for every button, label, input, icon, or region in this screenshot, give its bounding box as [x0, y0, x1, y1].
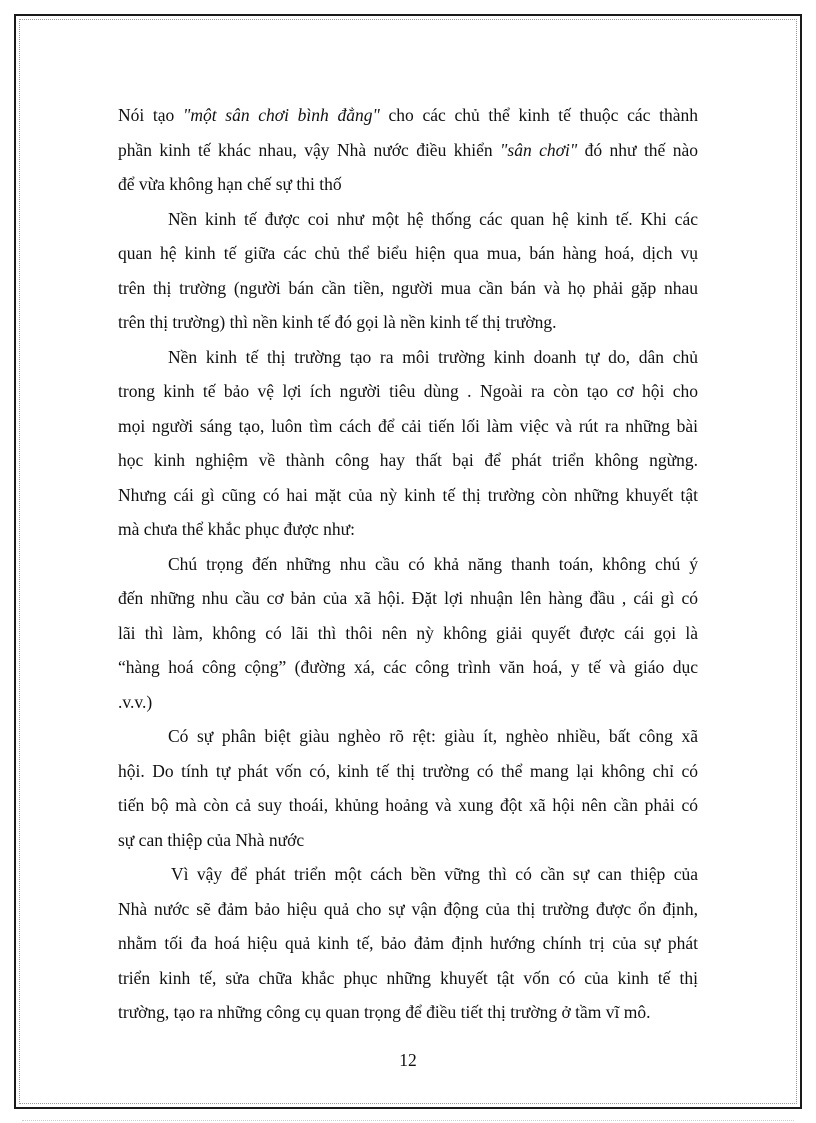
text-segment: tiến bộ mà còn cả suy thoái, khủng hoảng và xung đột xã hội nên cần phải có	[118, 795, 698, 815]
text-line	[118, 961, 698, 996]
text-segment: đến những nhu cầu cơ bản của xã hội. Đặt lợi nhuận lên hàng đầu , cái gì có	[118, 588, 698, 608]
text-segment: Nhà nước sẽ đảm bảo hiệu quả cho sự vận động của thị trường được ổn định,	[118, 898, 698, 919]
text-segment: "sân chơi"	[500, 139, 578, 160]
text-line	[118, 581, 698, 616]
text-line	[118, 547, 698, 582]
text-line	[118, 512, 698, 547]
text-line	[118, 236, 698, 271]
text-segment: triển kinh tế, sửa chữa khắc phục những khuyết tật vốn có của kinh tế thị	[118, 967, 698, 988]
text-segment: để vừa không hạn chế sự thi thố	[118, 174, 342, 194]
text-segment: quan hệ kinh tế giữa các chủ thể biểu hiện qua mua, bán hàng hoá, dịch vụ	[118, 243, 698, 263]
text-segment: Chú trọng đến những nhu cầu có khả năng thanh toán, không chú ý	[168, 553, 698, 574]
text-segment: "một sân chơi bình đẳng"	[183, 105, 380, 125]
text-line	[118, 271, 698, 306]
text-line	[118, 995, 698, 1030]
footer-divider	[22, 1120, 794, 1121]
text-line	[118, 650, 698, 685]
text-segment: .v.v.)	[118, 691, 153, 712]
text-segment: Nói tạo	[118, 105, 183, 125]
paragraph	[118, 98, 698, 202]
text-line	[118, 857, 698, 892]
text-line	[118, 202, 698, 237]
text-segment: hội. Do tính tự phát vốn có, kinh tế thị trường có thể mang lại không chỉ có	[118, 760, 698, 781]
text-segment: mà chưa thể khắc phục được như:	[118, 519, 355, 539]
text-segment: “hàng hoá công cộng” (đường xá, các công trình văn hoá, y tế và giáo dục	[118, 657, 698, 677]
text-line	[118, 98, 698, 133]
text-line	[118, 823, 698, 858]
text-line	[118, 719, 698, 754]
text-line	[118, 892, 698, 927]
text-segment: sự can thiệp của Nhà nước	[118, 829, 305, 850]
text-line	[118, 478, 698, 513]
text-line	[118, 616, 698, 651]
text-segment: phần kinh tế khác nhau, vậy Nhà nước điều khiển	[118, 139, 501, 160]
text-segment: mọi người sáng tạo, luôn tìm cách để cải tiến lối làm việc và rút ra những bài	[118, 415, 698, 436]
text-line	[118, 788, 698, 823]
text-line	[118, 443, 698, 478]
text-line	[118, 685, 698, 720]
paragraph	[118, 340, 698, 547]
page-number: 12	[399, 1050, 417, 1070]
paragraph	[118, 547, 698, 720]
text-line	[118, 374, 698, 409]
text-segment: Có sự phân biệt giàu nghèo rõ rệt: giàu ít, nghèo nhiều, bất công xã	[168, 726, 698, 746]
text-segment: trường, tạo ra những công cụ quan trọng để điều tiết thị trường ở tầm vĩ mô.	[118, 1002, 651, 1022]
text-segment: cho các chủ thể kinh tế thuộc các thành	[379, 105, 698, 125]
paragraph	[118, 202, 698, 340]
text-segment: Nền kinh tế thị trường tạo ra môi trường kinh doanh tự do, dân chủ	[168, 346, 698, 367]
text-segment: Vì vậy để phát triển một cách bền vững thì có cần sự can thiệp của	[171, 864, 698, 884]
text-segment: trong kinh tế bảo vệ lợi ích người tiêu dùng . Ngoài ra còn tạo cơ hội cho	[118, 381, 698, 401]
paragraph	[118, 857, 698, 1030]
text-segment: nhằm tối đa hoá hiệu quả kinh tế, bảo đảm định hướng chính trị của sự phát	[118, 933, 698, 953]
text-line	[118, 305, 698, 340]
text-line	[118, 133, 698, 168]
text-line	[118, 167, 698, 202]
text-line	[118, 340, 698, 375]
text-segment: trên thị trường (người bán cần tiền, người mua cần bán và họ phải gặp nhau	[118, 277, 698, 298]
text-segment: học kinh nghiệm về thành công hay thất bại để phát triển không ngừng.	[118, 450, 698, 470]
text-segment: trên thị trường) thì nền kinh tế đó gọi là nền kinh tế thị trường.	[118, 312, 557, 332]
text-segment: Nền kinh tế được coi như một hệ thống các quan hệ kinh tế. Khi các	[168, 208, 698, 229]
text-segment: Nhưng cái gì cũng có hai mặt của nỳ kinh tế thị trường còn những khuyết tật	[118, 484, 698, 505]
text-segment: đó như thế nào	[577, 139, 699, 160]
document-body	[118, 98, 698, 1030]
text-line	[118, 409, 698, 444]
text-segment: lãi thì làm, không có lãi thì thôi nên nỳ không giải quyết được cái gọi là	[118, 622, 698, 643]
paragraph	[118, 719, 698, 857]
text-line	[118, 754, 698, 789]
text-line	[118, 926, 698, 961]
